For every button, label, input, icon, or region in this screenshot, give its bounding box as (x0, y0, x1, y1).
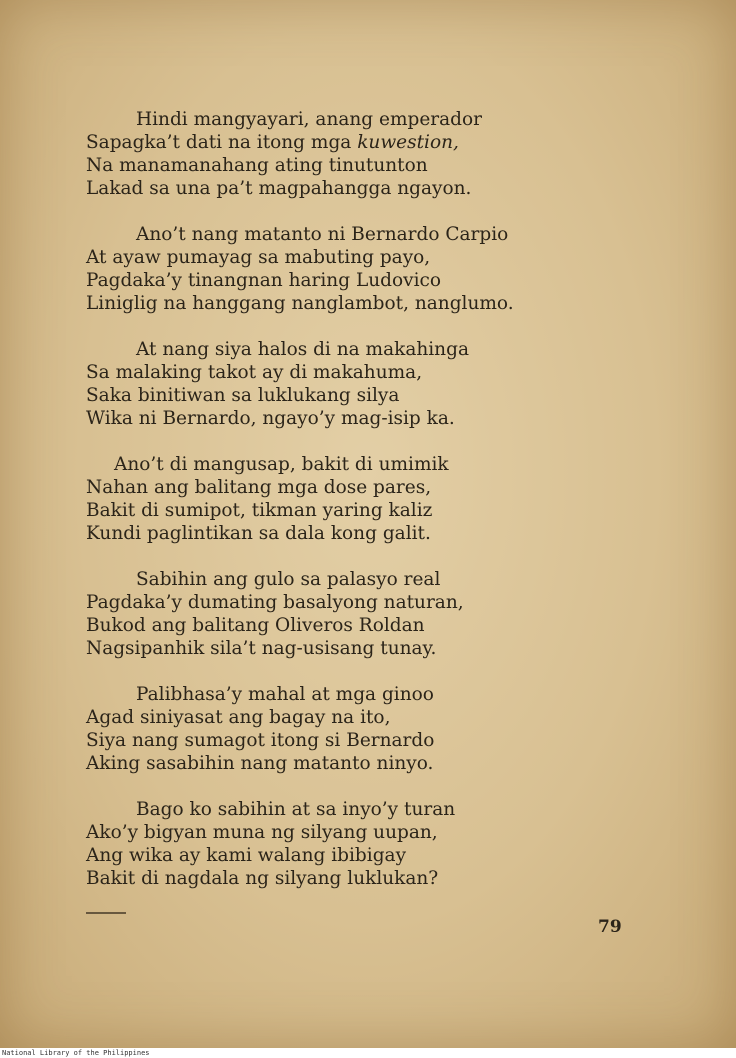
verse-line: Na manamanahang ating tinutunton (86, 155, 428, 176)
poem-body (86, 108, 606, 913)
stanza-5 (86, 568, 606, 660)
verse-line: Agad siniyasat ang bagay na ito, (86, 707, 391, 728)
library-footer: National Library of the Philippines (2, 1049, 150, 1057)
verse-line: Aking sasabihin nang matanto ninyo. (86, 753, 434, 774)
verse-line: Ang wika ay kami walang ibibigay (86, 845, 407, 866)
stanza-1 (86, 108, 606, 200)
verse-line: Ako’y bigyan muna ng silyang uupan, (86, 822, 438, 843)
verse-line: Bakit di nagdala ng silyang luklukan? (86, 868, 439, 889)
stanza-6 (86, 683, 606, 775)
verse-line: Saka binitiwan sa luklukang silya (86, 385, 400, 406)
verse-line: Wika ni Bernardo, ngayo’y mag-isip ka. (86, 408, 455, 429)
verse-line: Lakad sa una pa’t magpahangga ngayon. (86, 178, 472, 199)
verse-line: At ayaw pumayag sa mabuting payo, (86, 247, 431, 268)
verse-line: Nagsipanhik sila’t nag-usisang tunay. (86, 638, 437, 659)
verse-line: Liniglig na hanggang nanglambot, nanglumo. (86, 293, 514, 314)
stanza-2 (86, 223, 606, 315)
verse-line: Bakit di sumipot, tikman yaring kaliz (86, 500, 433, 521)
verse-line: Kundi paglintikan sa dala kong galit. (86, 523, 431, 544)
verse-line: Nahan ang balitang mga dose pares, (86, 477, 432, 498)
verse-line: Ano’t di mangusap, bakit di umimik (114, 454, 449, 475)
verse-line-text: Sapagka’t dati na itong mga (86, 132, 358, 153)
verse-line (86, 131, 606, 154)
verse-line: At nang siya halos di na makahinga (136, 339, 469, 360)
ink-mark (86, 912, 126, 914)
verse-line: Ano’t nang matanto ni Bernardo Carpio (136, 224, 509, 245)
verse-line: Palibhasa’y mahal at mga ginoo (136, 684, 434, 705)
verse-line: Pagdaka’y tinangnan haring Ludovico (86, 270, 441, 291)
stanza-4 (86, 453, 606, 545)
verse-line: Bago ko sabihin at sa inyo’y turan (136, 799, 456, 820)
page-number: 79 (598, 917, 622, 937)
verse-line: Siya nang sumagot itong si Bernardo (86, 730, 435, 751)
verse-line: Hindi mangyayari, anang emperador (136, 109, 483, 130)
stanza-7 (86, 798, 606, 890)
verse-line: Bukod ang balitang Oliveros Roldan (86, 615, 425, 636)
verse-line: Sa malaking takot ay di makahuma, (86, 362, 423, 383)
stanza-3 (86, 338, 606, 430)
italic-word: kuwestion, (357, 132, 459, 153)
verse-line: Pagdaka’y dumating basalyong naturan, (86, 592, 464, 613)
verse-line: Sabihin ang gulo sa palasyo real (136, 569, 441, 590)
